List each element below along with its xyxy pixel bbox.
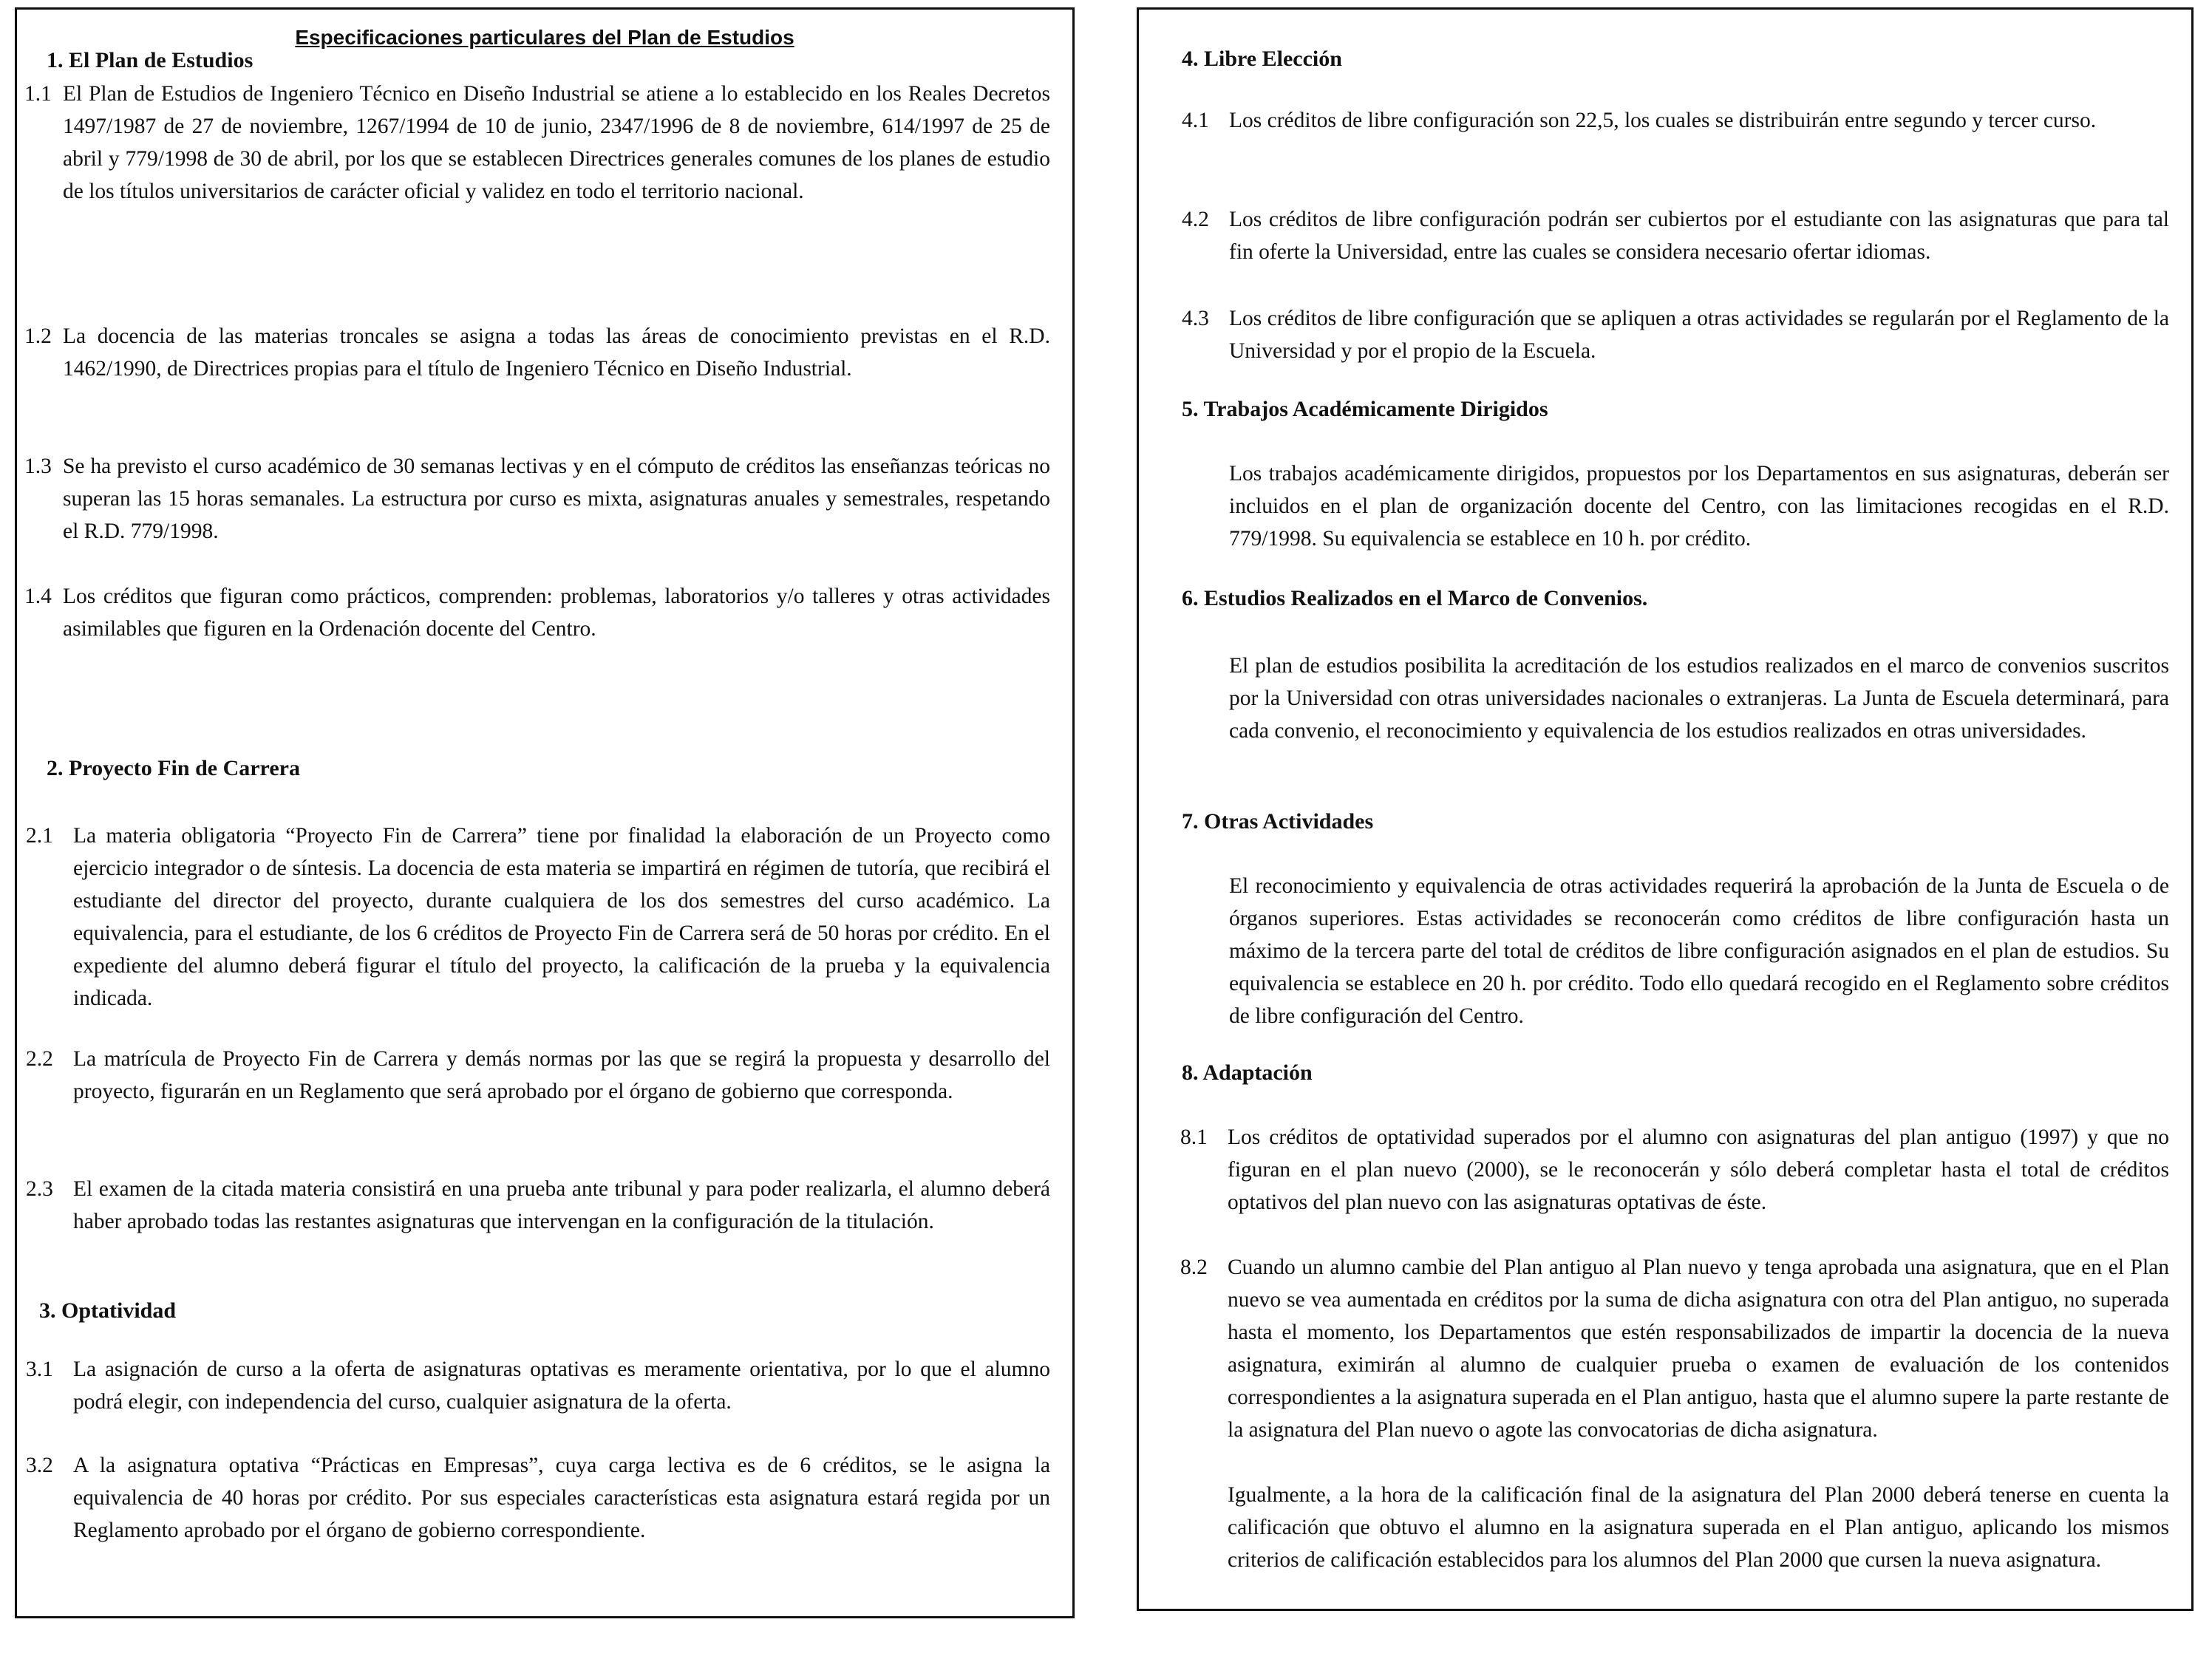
item-number: 1.1 [24,82,52,106]
item-number: 1.3 [24,454,52,478]
item-1-3 [24,450,1050,548]
item-number: 1.4 [24,585,52,608]
item-text: Los créditos que figuran como prácticos, comprenden: problemas, laboratorios y/o talleres y otras actividades asimilables que figuren en la Ordenación docente del Centro. [63,585,1050,641]
item-3-1 [26,1353,1050,1418]
item-number: 3.1 [26,1357,53,1381]
item-4-2 [1182,203,2169,268]
item-text: Los créditos de libre configuración que se apliquen a otras actividades se regularán por el Reglamento de la Universidad y por el propio de la Escuela. [1229,307,2169,363]
item-text: Los créditos de libre configuración son 22,5, los cuales se distribuirán entre segundo y tercer curso. [1229,109,2097,132]
item-1-1 [24,78,1050,208]
item-number: 2.3 [26,1177,53,1201]
document-title: Especificaciones particulares del Plan de Estudios [295,26,794,49]
item-text: La matrícula de Proyecto Fin de Carrera y demás normas por las que se regirá la propuesta y desarrollo del proyecto, figurarán en un Reglamento que será aprobado por el órgano de gobierno que corresponda. [73,1047,1050,1103]
item-text: La asignación de curso a la oferta de asignaturas optativas es meramente orientativa, por lo que el alumno podrá elegir, con independencia del curso, cualquier asignatura de la oferta. [73,1357,1050,1414]
item-text: Cuando un alumno cambie del Plan antiguo al Plan nuevo y tenga aprobada una asignatura, que en el Plan nuevo se vea aumentada en créditos por la suma de dicha asignatura con otra del Plan antiguo, no superada hasta el momento, los Departamentos que estén responsabilizados de impartir la docencia de la nueva asignatura, eximirán al alumno de cualquier prueba o examen de evaluación de los contenidos correspondientes a la asignatura superada en el Plan antiguo, hasta que el alumno supere la parte restante de la asignatura del Plan nuevo o agote las convocatorias de dicha asignatura. [1228,1256,2169,1442]
item-text: Se ha previsto el curso académico de 30 semanas lectivas y en el cómputo de créditos las enseñanzas teóricas no superan las 15 horas semanales. La estructura por curso es mixta, asignaturas anuales y semestrales, respetando el R.D. 779/1998. [63,454,1050,543]
item-text: La materia obligatoria “Proyecto Fin de Carrera” tiene por finalidad la elaboración de un Proyecto como ejercicio integrador o de síntesis. La docencia de esta materia se impartirá en régimen de tutoría, que recibirá el estudiante del director del proyecto, durante cualquiera de los dos semestres del curso académico. La equivalencia, para el estudiante, de los 6 créditos de Proyecto Fin de Carrera será de 50 horas por crédito. En el expediente del alumno deberá figurar el título del proyecto, la calificación de la prueba y la equivalencia indicada. [73,824,1050,1010]
item-number: 8.1 [1180,1125,1208,1149]
item-4-3 [1182,302,2169,367]
section-5-heading: 5. Trabajos Académicamente Dirigidos [1182,397,1548,421]
section-2-heading: 2. Proyecto Fin de Carrera [47,756,300,780]
item-text: La docencia de las materias troncales se asigna a todas las áreas de conocimiento previstas en el R.D. 1462/1990, de Directrices propias para el título de Ingeniero Técnico en Diseño Industrial. [63,324,1050,381]
section-5-text: Los trabajos académicamente dirigidos, propuestos por los Departamentos en sus asignaturas, deberán ser incluidos en el plan de organización docente del Centro, con las limitaciones recogidas en el R.D. 779/1998. Su equivalencia se establece en 10 h. por crédito. [1229,462,2169,551]
section-1-heading: 1. El Plan de Estudios [47,48,253,72]
section-8-closing-text: Igualmente, a la hora de la calificación final de la asignatura del Plan 2000 deberá tenerse en cuenta la calificación que obtuvo el alumno en la asignatura superada en el Plan antiguo, aplicando los mismos criterios de calificación establecidos para los alumnos del Plan 2000 que cursen la nueva asignatura. [1228,1483,2169,1572]
item-number: 3.2 [26,1454,53,1477]
item-8-2 [1180,1251,2169,1446]
item-number: 2.1 [26,824,53,848]
item-2-1 [26,820,1050,1015]
item-number: 4.2 [1182,208,1209,231]
section-3-heading: 3. Optatividad [39,1298,177,1323]
right-page [1137,7,2194,1611]
item-2-3 [26,1173,1050,1238]
item-1-4 [24,580,1050,645]
item-2-2 [26,1043,1050,1108]
section-7-heading: 7. Otras Actividades [1182,809,1374,834]
item-text: El Plan de Estudios de Ingeniero Técnico en Diseño Industrial se atiene a lo establecido en los Reales Decretos 1497/1987 de 27 de noviembre, 1267/1994 de 10 de junio, 2347/1996 de 8 de noviembre, 614/1997 de 25 de abril y 779/1998 de 30 de abril, por los que se establecen Directrices generales comunes de los planes de estudio de los títulos universitarios de carácter oficial y validez en todo el territorio nacional. [63,82,1050,203]
item-number: 2.2 [26,1047,53,1071]
item-3-2 [26,1449,1050,1547]
item-number: 4.3 [1182,307,1209,330]
item-text: A la asignatura optativa “Prácticas en Empresas”, cuya carga lectiva es de 6 créditos, se le asigna la equivalencia de 40 horas por crédito. Por sus especiales características esta asignatura estará regida por un Reglamento aprobado por el órgano de gobierno correspondiente. [73,1454,1050,1542]
left-page [15,7,1075,1618]
item-8-1 [1180,1121,2169,1219]
item-text: Los créditos de optatividad superados por el alumno con asignaturas del plan antiguo (1997) y que no figuran en el plan nuevo (2000), se le reconocerán y sólo deberá completar hasta el total de créditos optativos del plan nuevo con las asignaturas optativas de éste. [1228,1125,2169,1214]
item-number: 8.2 [1180,1256,1208,1279]
section-6-text: El plan de estudios posibilita la acreditación de los estudios realizados en el marco de convenios suscritos por la Universidad con otras universidades nacionales o extranjeras. La Junta de Escuela determinará, para cada convenio, el reconocimiento y equivalencia de los estudios realizados en otras universidades. [1229,654,2169,743]
item-number: 1.2 [24,324,52,348]
item-text: Los créditos de libre configuración podrán ser cubiertos por el estudiante con las asignaturas que para tal fin oferte la Universidad, entre las cuales se considera necesario ofertar idiomas. [1229,208,2169,264]
item-number: 4.1 [1182,109,1209,132]
item-text: El examen de la citada materia consistirá en una prueba ante tribunal y para poder realizarla, el alumno deberá haber aprobado todas las restantes asignaturas que intervengan en la configuración de la titulación. [73,1177,1050,1233]
item-1-2 [24,320,1050,385]
item-4-1 [1182,104,2169,137]
section-4-heading: 4. Libre Elección [1182,47,1342,71]
section-8-heading: 8. Adaptación [1182,1060,1313,1085]
section-7-text: El reconocimiento y equivalencia de otras actividades requerirá la aprobación de la Junta de Escuela o de órganos superiores. Estas actividades se reconocerán como créditos de libre configuración hasta un máximo de la tercera parte del total de créditos de libre configuración asignados en el plan de estudios. Su equivalencia se establece en 20 h. por crédito. Todo ello quedará recogido en el Reglamento sobre créditos de libre configuración del Centro. [1229,874,2169,1028]
section-6-heading: 6. Estudios Realizados en el Marco de Convenios. [1182,586,1648,610]
